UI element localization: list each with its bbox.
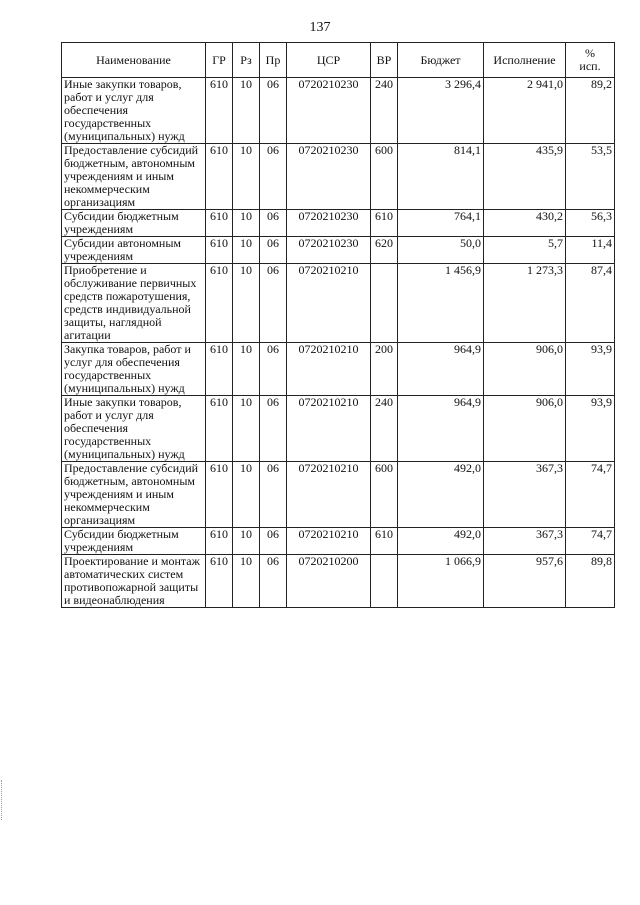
row-vr: 610 xyxy=(371,210,398,237)
row-vr: 240 xyxy=(371,78,398,144)
table-row xyxy=(62,78,615,144)
row-csr: 0720210230 xyxy=(287,237,371,264)
row-gr: 610 xyxy=(206,264,233,343)
row-execution: 5,7 xyxy=(484,237,566,264)
row-rz: 10 xyxy=(233,555,260,608)
row-budget: 964,9 xyxy=(398,343,484,396)
row-percent: 89,2 xyxy=(566,78,615,144)
row-rz: 10 xyxy=(233,78,260,144)
row-vr: 600 xyxy=(371,144,398,210)
row-percent: 93,9 xyxy=(566,396,615,462)
row-pr: 06 xyxy=(260,210,287,237)
row-vr: 600 xyxy=(371,462,398,528)
row-name: Субсидии бюджетным учреждениям xyxy=(62,210,206,237)
row-vr: 240 xyxy=(371,396,398,462)
table-row xyxy=(62,237,615,264)
page-number: 137 xyxy=(309,20,331,35)
row-percent: 87,4 xyxy=(566,264,615,343)
row-vr xyxy=(371,555,398,608)
row-name: Иные закупки товаров, работ и услуг для обеспечения государственных (муниципальных) нужд xyxy=(62,396,206,462)
row-gr: 610 xyxy=(206,210,233,237)
row-csr: 0720210200 xyxy=(287,555,371,608)
row-gr: 610 xyxy=(206,144,233,210)
row-name: Предоставление субсидий бюджетным, автономным учреждениям и иным некоммерческим организациям xyxy=(62,462,206,528)
row-rz: 10 xyxy=(233,237,260,264)
row-pr: 06 xyxy=(260,237,287,264)
row-rz: 10 xyxy=(233,144,260,210)
row-execution: 430,2 xyxy=(484,210,566,237)
table-row xyxy=(62,462,615,528)
row-name: Иные закупки товаров, работ и услуг для обеспечения государственных (муниципальных) нужд xyxy=(62,78,206,144)
row-csr: 0720210210 xyxy=(287,528,371,555)
row-pr: 06 xyxy=(260,555,287,608)
header-csr: ЦСР xyxy=(287,43,371,78)
row-csr: 0720210210 xyxy=(287,462,371,528)
row-rz: 10 xyxy=(233,264,260,343)
header-percent-sign: % xyxy=(585,46,595,60)
row-budget: 50,0 xyxy=(398,237,484,264)
row-vr: 610 xyxy=(371,528,398,555)
row-rz: 10 xyxy=(233,396,260,462)
scan-edge-mark xyxy=(1,780,3,820)
row-budget: 764,1 xyxy=(398,210,484,237)
header-execution: Исполнение xyxy=(484,43,566,78)
row-csr: 0720210230 xyxy=(287,78,371,144)
row-percent: 74,7 xyxy=(566,462,615,528)
row-vr xyxy=(371,264,398,343)
row-rz: 10 xyxy=(233,462,260,528)
row-percent: 11,4 xyxy=(566,237,615,264)
table-row xyxy=(62,343,615,396)
row-pr: 06 xyxy=(260,144,287,210)
row-csr: 0720210210 xyxy=(287,264,371,343)
row-gr: 610 xyxy=(206,343,233,396)
row-execution: 906,0 xyxy=(484,343,566,396)
row-budget: 492,0 xyxy=(398,462,484,528)
row-budget: 814,1 xyxy=(398,144,484,210)
table-row xyxy=(62,528,615,555)
row-percent: 89,8 xyxy=(566,555,615,608)
row-gr: 610 xyxy=(206,237,233,264)
row-vr: 200 xyxy=(371,343,398,396)
row-name: Проектирование и монтаж автоматических систем противопожарной защиты и видеонаблюдения xyxy=(62,555,206,608)
row-percent: 53,5 xyxy=(566,144,615,210)
header-vr: ВР xyxy=(371,43,398,78)
row-pr: 06 xyxy=(260,343,287,396)
row-percent: 93,9 xyxy=(566,343,615,396)
row-name: Предоставление субсидий бюджетным, автономным учреждениям и иным некоммерческим организациям xyxy=(62,144,206,210)
table-row xyxy=(62,264,615,343)
header-rz: Рз xyxy=(233,43,260,78)
row-execution: 957,6 xyxy=(484,555,566,608)
row-csr: 0720210230 xyxy=(287,144,371,210)
row-budget: 1 456,9 xyxy=(398,264,484,343)
row-csr: 0720210210 xyxy=(287,343,371,396)
header-percent xyxy=(566,43,615,78)
row-gr: 610 xyxy=(206,78,233,144)
table-row xyxy=(62,210,615,237)
row-gr: 610 xyxy=(206,462,233,528)
row-execution: 906,0 xyxy=(484,396,566,462)
row-execution: 435,9 xyxy=(484,144,566,210)
row-pr: 06 xyxy=(260,528,287,555)
row-vr: 620 xyxy=(371,237,398,264)
row-budget: 492,0 xyxy=(398,528,484,555)
header-name: Наименование xyxy=(62,43,206,78)
row-execution: 367,3 xyxy=(484,462,566,528)
table-row xyxy=(62,144,615,210)
row-rz: 10 xyxy=(233,210,260,237)
row-gr: 610 xyxy=(206,528,233,555)
row-gr: 610 xyxy=(206,396,233,462)
row-pr: 06 xyxy=(260,264,287,343)
row-percent: 74,7 xyxy=(566,528,615,555)
row-pr: 06 xyxy=(260,462,287,528)
row-name: Субсидии бюджетным учреждениям xyxy=(62,528,206,555)
row-budget: 3 296,4 xyxy=(398,78,484,144)
row-execution: 1 273,3 xyxy=(484,264,566,343)
row-percent: 56,3 xyxy=(566,210,615,237)
row-name: Субсидии автономным учреждениям xyxy=(62,237,206,264)
header-pr: Пр xyxy=(260,43,287,78)
row-execution: 367,3 xyxy=(484,528,566,555)
table-row xyxy=(62,396,615,462)
row-rz: 10 xyxy=(233,528,260,555)
row-csr: 0720210230 xyxy=(287,210,371,237)
budget-execution-table xyxy=(61,42,615,608)
row-budget: 1 066,9 xyxy=(398,555,484,608)
row-csr: 0720210210 xyxy=(287,396,371,462)
header-percent-label: исп. xyxy=(579,59,601,73)
row-name: Приобретение и обслуживание первичных средств пожаротушения, средств индивидуальной защиты, наглядной агитации xyxy=(62,264,206,343)
table-header-row xyxy=(62,43,615,78)
row-gr: 610 xyxy=(206,555,233,608)
row-name: Закупка товаров, работ и услуг для обеспечения государственных (муниципальных) нужд xyxy=(62,343,206,396)
header-gr: ГР xyxy=(206,43,233,78)
row-pr: 06 xyxy=(260,396,287,462)
row-budget: 964,9 xyxy=(398,396,484,462)
table-row xyxy=(62,555,615,608)
row-execution: 2 941,0 xyxy=(484,78,566,144)
row-rz: 10 xyxy=(233,343,260,396)
row-pr: 06 xyxy=(260,78,287,144)
header-budget: Бюджет xyxy=(398,43,484,78)
